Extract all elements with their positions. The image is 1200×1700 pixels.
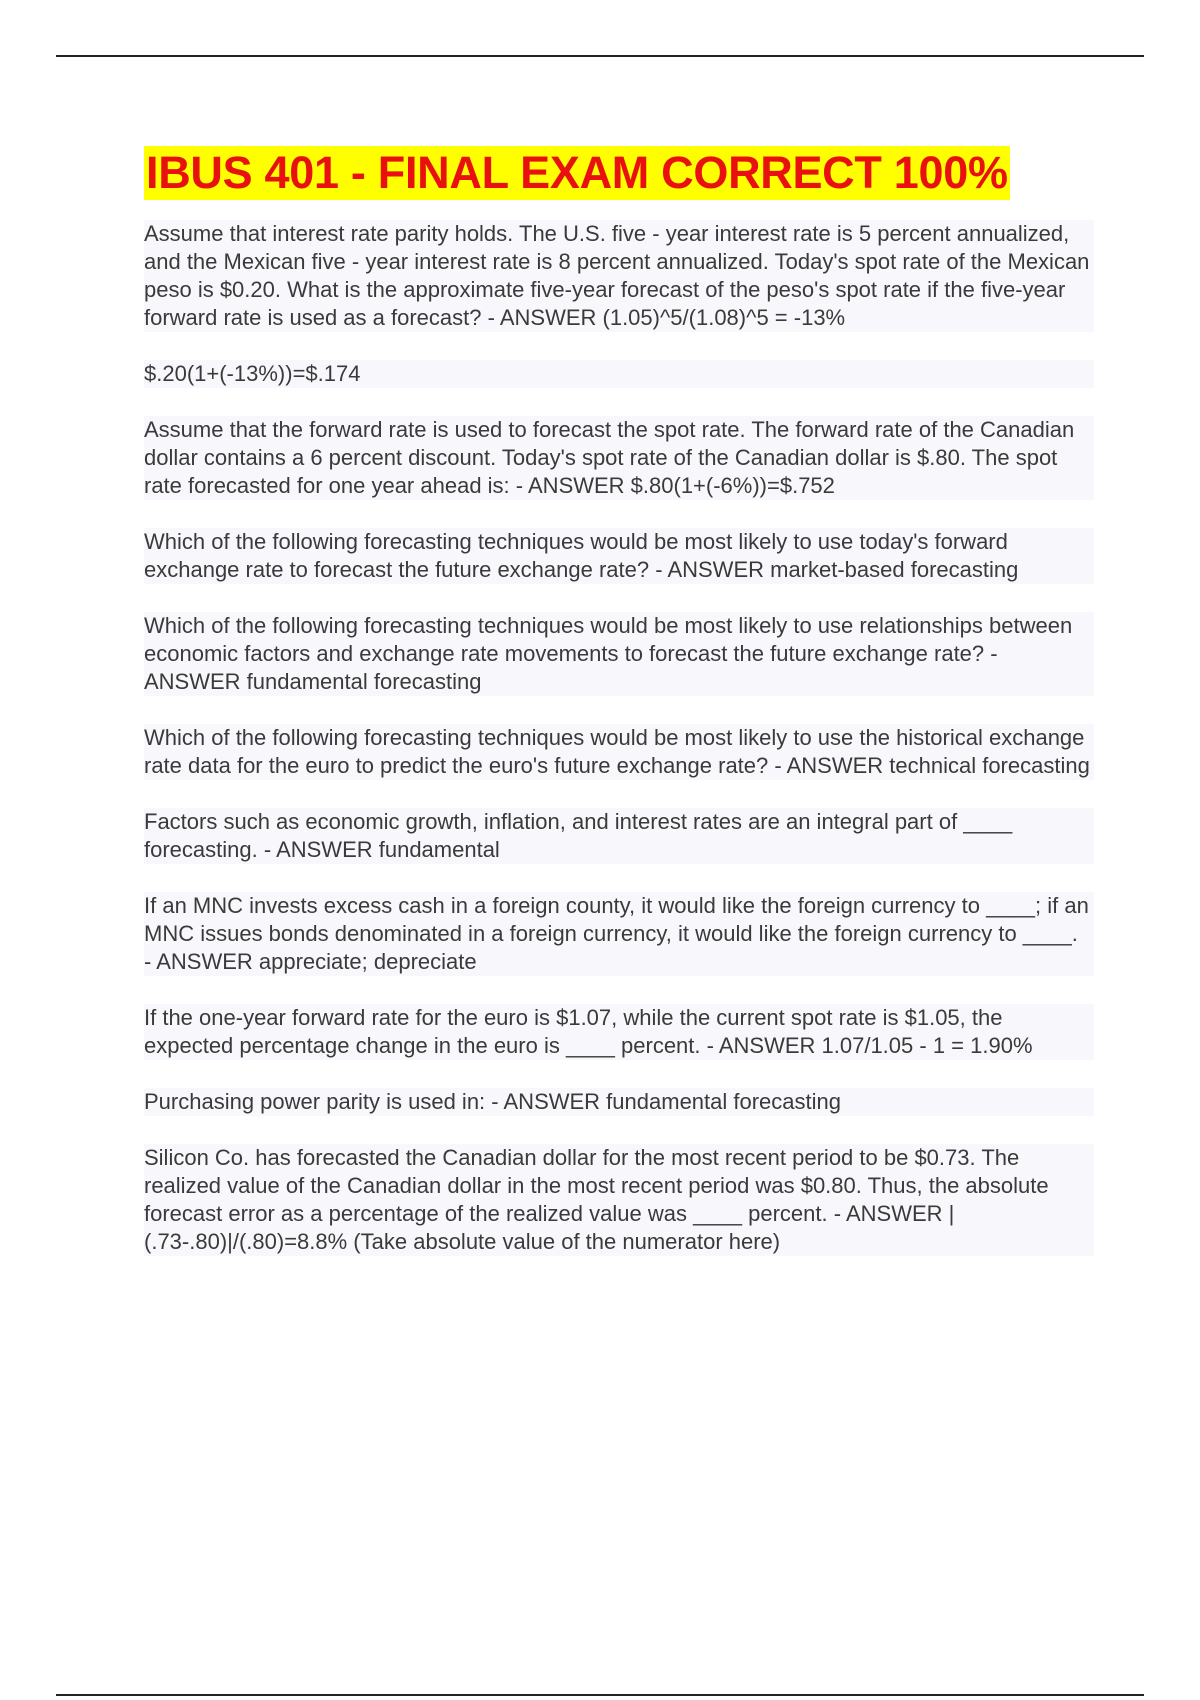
- qa-list: [144, 220, 1094, 1256]
- qa-entry-text: Which of the following forecasting techniques would be most likely to use today's forward exchange rate to forecast the future exchange rate? - ANSWER market-based forecasting: [144, 529, 1019, 582]
- qa-entry-9: [144, 1004, 1094, 1060]
- qa-entry-text: Assume that interest rate parity holds. The U.S. five - year interest rate is 5 percent annualized, and the Mexican five - year interest rate is 8 percent annualized. Today's spot rate of the Mexican peso is $0.20. What is the approximate five-year forecast of the peso's spot rate if the five-year forward rate is used as a forecast? - ANSWER (1.05)^5/(1.08)^5 = -13%: [144, 221, 1090, 330]
- qa-entry-7: [144, 808, 1094, 864]
- qa-entry-6: [144, 724, 1094, 780]
- qa-entry-1: [144, 220, 1094, 332]
- document-body: [144, 146, 1094, 1284]
- document-title: IBUS 401 - FINAL EXAM CORRECT 100%: [146, 147, 1008, 198]
- qa-entry-text: $.20(1+(-13%))=$.174: [144, 361, 361, 386]
- qa-entry-text: Assume that the forward rate is used to forecast the spot rate. The forward rate of the Canadian dollar contains a 6 percent discount. Today's spot rate of the Canadian dollar is $.80. The spot rate forecasted for one year ahead is: - ANSWER $.80(1+(-6%))=$.752: [144, 417, 1075, 498]
- qa-entry-10: [144, 1088, 1094, 1116]
- qa-entry-text: Silicon Co. has forecasted the Canadian dollar for the most recent period to be $0.73. The realized value of the Canadian dollar in the most recent period was $0.80. Thus, the absolute forecast error as a percentage of the realized value was ____ percent. - ANSWER |(.73-.80)|/(.80)=8.8% (Take absolute value of the numerator here): [144, 1145, 1049, 1254]
- footer-divider: [56, 1694, 1144, 1696]
- qa-entry-text: Which of the following forecasting techniques would be most likely to use the historical exchange rate data for the euro to predict the euro's future exchange rate? - ANSWER technical forecasting: [144, 725, 1090, 778]
- qa-entry-text: Factors such as economic growth, inflation, and interest rates are an integral part of ____ forecasting. - ANSWER fundamental: [144, 809, 1013, 862]
- qa-entry-2: [144, 360, 1094, 388]
- qa-entry-11: [144, 1144, 1094, 1256]
- header-divider: [56, 55, 1144, 57]
- qa-entry-text: If the one-year forward rate for the euro is $1.07, while the current spot rate is $1.05, the expected percentage change in the euro is ____ percent. - ANSWER 1.07/1.05 - 1 = 1.90%: [144, 1005, 1033, 1058]
- qa-entry-3: [144, 416, 1094, 500]
- qa-entry-text: Purchasing power parity is used in: - ANSWER fundamental forecasting: [144, 1089, 841, 1114]
- qa-entry-8: [144, 892, 1094, 976]
- qa-entry-text: Which of the following forecasting techniques would be most likely to use relationships between economic factors and exchange rate movements to forecast the future exchange rate? - ANSWER fundamental forecasting: [144, 613, 1073, 694]
- qa-entry-4: [144, 528, 1094, 584]
- qa-entry-text: If an MNC invests excess cash in a foreign county, it would like the foreign currency to ____; if an MNC issues bonds denominated in a foreign currency, it would like the foreign currency to ____. - ANSWER appreciate; depreciate: [144, 893, 1089, 974]
- qa-entry-5: [144, 612, 1094, 696]
